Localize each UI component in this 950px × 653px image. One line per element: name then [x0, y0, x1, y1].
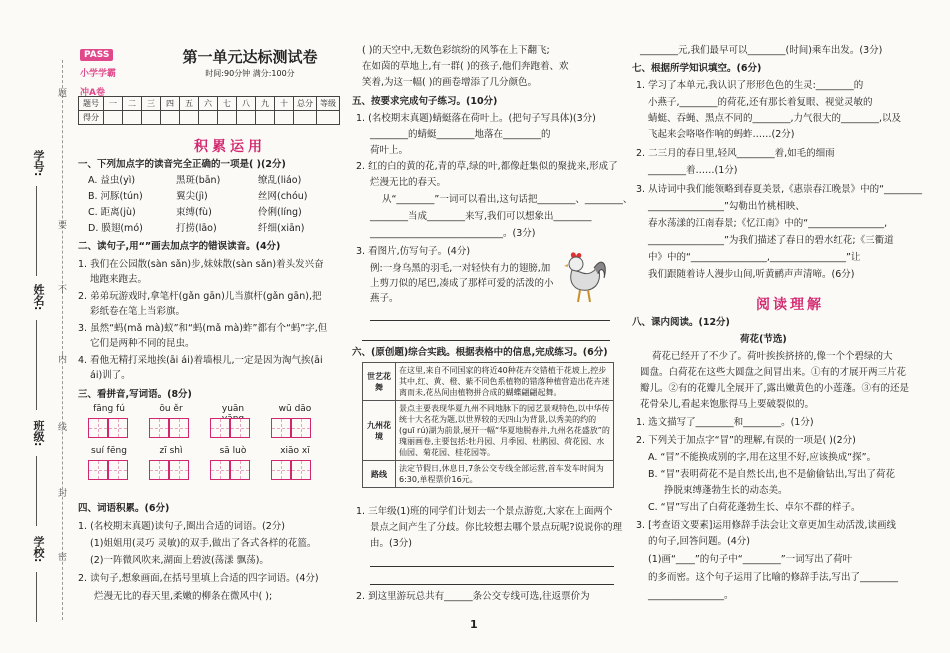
page-number: 1 — [470, 618, 478, 631]
tianzige-cell[interactable] — [230, 418, 250, 438]
student-id-line[interactable] — [36, 186, 37, 276]
tianzige-cell[interactable] — [149, 418, 169, 438]
q1-word: 丝网(chóu) — [258, 191, 308, 202]
q1-word: 束缚(fù) — [176, 207, 212, 218]
tianzige-cell[interactable] — [230, 460, 250, 480]
q6-line: 1. 三年级(1)班的同学们计划去一个景点游览,大家在上面两个 — [356, 506, 613, 517]
score-cell[interactable] — [218, 111, 237, 125]
q4-heading: 四、词语积累。(6分) — [78, 503, 170, 514]
q8-question[interactable]: ________________。 — [648, 590, 734, 601]
score-header-cell: 九 — [256, 97, 275, 111]
rooster-illustration — [558, 248, 608, 304]
q5-line: 1. (名校期末真题)蜻蜓落在荷叶上。(把句子写具体)(3分) — [356, 113, 596, 124]
passage-line: 荷花已经开了不少了。荷叶挨挨挤挤的,像一个个碧绿的大 — [652, 351, 893, 362]
q5-line: 例:一身乌黑的羽毛,一对轻快有力的翅膀,加 — [370, 263, 551, 274]
table-row-text: 法定节假日,休息日,7条公交专线全部运营,首车发车时间为6:30,单程票价16元。 — [396, 461, 614, 488]
mid-line[interactable]: ( )的天空中,无数色彩缤纷的风筝在上下翻飞; — [362, 45, 550, 56]
tianzige-cell[interactable] — [88, 418, 108, 438]
answer-line[interactable] — [370, 584, 614, 585]
q5-line[interactable]: ________当成________来写,我们可以想象出________ — [370, 211, 592, 222]
q7-line[interactable]: 1. 学习了本单元,我认识了形形色色的生灵:________的 — [636, 80, 864, 91]
q8-question: 的句子,回答问题。(4分) — [648, 536, 750, 547]
q1-option[interactable]: B. 河豚(tún) — [88, 191, 143, 202]
q1-option[interactable]: D. 膜翅(mó) — [88, 223, 143, 234]
pinyin-label: xiāo xī — [280, 446, 310, 456]
score-row-label: 得分 — [79, 111, 104, 125]
tianzige-cell[interactable] — [108, 418, 128, 438]
q1-word: 缭乱(liáo) — [258, 175, 302, 186]
table-row — [363, 363, 614, 401]
score-cell[interactable] — [161, 111, 180, 125]
pinyin-label: fāng fú — [93, 404, 125, 414]
score-cell[interactable] — [275, 111, 294, 125]
q1-word: 伶俐(líng) — [258, 207, 302, 218]
q5-line: 2. 红的白的黄的花,青的草,绿的叶,都像赶集似的聚拢来,形成了 — [356, 161, 618, 172]
q1-word: 打捞(lāo) — [176, 223, 217, 234]
q1-heading: 一、下列加点字的读音完全正确的一项是( )(2分) — [78, 159, 286, 170]
q5-line[interactable]: ____________________________。(3分) — [370, 228, 536, 239]
q7-line[interactable]: 2. 二三月的春日里,轻风________着,如毛的细雨 — [636, 148, 835, 159]
mid-line[interactable]: 笑着,为这一幅( )的画卷增添了几分颜色。 — [362, 77, 537, 88]
name-line[interactable] — [36, 320, 37, 410]
score-header-cell: 题号 — [79, 97, 104, 111]
tianzige-cell[interactable] — [210, 418, 230, 438]
q7-line[interactable]: 春水荡漾的江南春景;《忆江南》中的“________________, — [648, 218, 888, 229]
mid-line[interactable]: 在如茵的草地上,有一群( )的孩子,他们奔跑着、欢 — [362, 61, 569, 72]
q6-heading: 六、(原创题)综合实践。根据表格中的信息,完成练习。(6分) — [352, 347, 608, 358]
q7-heading: 七、根据所学知识填空。(6分) — [632, 63, 762, 74]
table-row — [363, 461, 614, 488]
q4-line[interactable]: (2)一阵微风吹来,湖面上碧波(荡漾 飘荡)。 — [90, 555, 269, 566]
tianzige-cell[interactable] — [291, 418, 311, 438]
pinyin-label: zī shì — [159, 446, 183, 456]
score-cell[interactable] — [199, 111, 218, 125]
binding-mark: 线 — [58, 423, 68, 433]
table-row-label: 世艺花舞 — [363, 363, 396, 401]
table-row-label: 九州花境 — [363, 401, 396, 461]
q8-question[interactable]: (1)画“____”的句子中“________”一词写出了荷叶 — [648, 554, 853, 565]
q8-question[interactable]: 2. 下列关于加点字“冒”的理解,有误的一项是( )(2分) — [636, 435, 856, 446]
q2-line[interactable]: 1. 我们在公园散(sàn sǎn)步,妹妹散(sàn sǎn)着头发兴奋 — [78, 259, 324, 270]
score-table — [78, 96, 340, 125]
passage-line: 花骨朵儿,看起来饱胀得马上要破裂似的。 — [640, 399, 815, 410]
q8-option[interactable]: B. “冒”表明荷花不是自然长出,也不是偷偷钻出,写出了荷花 — [648, 469, 895, 480]
q5-line: 3. 看图片,仿写句子。(4分) — [356, 246, 471, 257]
student-id-label: 学号: — [32, 150, 45, 177]
pinyin-label: ōu ěr — [159, 404, 183, 414]
score-header-cell: 四 — [161, 97, 180, 111]
binding-dotted-line — [62, 60, 63, 620]
score-cell[interactable] — [104, 111, 123, 125]
pinyin-label: suí fēng — [91, 446, 127, 456]
q2-line[interactable]: 2. 弟弟玩游戏时,拿笔杆(gǎn gān)儿当旗杆(gǎn gān),把 — [78, 291, 322, 302]
table-row-text: 在这里,来自不同国家的将近40种花卉交错植于花坡上,控步其中,红、黄、橙、紫不同色系植物的错落种植营造出花卉迷离而未,花丛间由植物拼合成的蝴蝶翩翩起舞。 — [396, 363, 614, 401]
score-header-cell: 总分 — [294, 97, 317, 111]
q8-option[interactable]: C. “冒”写出了白荷花蓬勃生长、卓尔不群的样子。 — [648, 502, 861, 513]
school-label: 学校: — [32, 536, 45, 563]
answer-line[interactable] — [362, 340, 610, 341]
q2-line[interactable]: 4. 看他无精打采地挨(āi ái)着墙根儿,一定是因为淘气挨(āi — [78, 355, 323, 366]
tianzige-cell[interactable] — [169, 460, 189, 480]
q1-word: 纤细(xiān) — [258, 223, 305, 234]
tianzige-cell[interactable] — [271, 418, 291, 438]
binding-mark: 要 — [58, 221, 68, 231]
q7-line: 我们跟随着诗人漫步山间,听黄鹂声声清啼。(6分) — [648, 269, 855, 280]
passage-line: 圆盘。白荷花在这些大圆盘之间冒出来。①有的才展开两三片花 — [640, 367, 907, 378]
score-cell[interactable] — [123, 111, 142, 125]
tianzige-cell[interactable] — [291, 460, 311, 480]
q7-line[interactable]: 3. 从诗词中我们能领略到春夏美景,《惠崇春江晚景》中的“________ — [636, 184, 923, 195]
q4-line[interactable]: (1)姐姐用(灵巧 灵敏)的双手,做出了各式各样的花篮。 — [90, 538, 317, 549]
score-header-cell: 六 — [199, 97, 218, 111]
score-cell[interactable] — [256, 111, 275, 125]
q2-line: 地跑来跑去。 — [90, 274, 148, 285]
name-label: 姓名: — [32, 284, 45, 311]
q8-question[interactable]: 1. 选文描写了________和________。(1分) — [636, 417, 814, 428]
q7-line[interactable]: 蜻蜓、吞蝇、黑点不同的________,力气很大的________,以及 — [648, 113, 902, 124]
binding-mark: 封 — [58, 489, 68, 499]
q4-line[interactable]: 烂漫无比的春天里,柔嫩的柳条在微风中( ); — [94, 591, 273, 602]
binding-mark: 内 — [58, 355, 68, 365]
q7-line[interactable]: ________________”为我们描述了春日的碧水红花;《三衢道 — [648, 235, 894, 246]
q5-line[interactable]: 从“________”一词可以看出,这句话把________、________、 — [382, 194, 633, 205]
q1-option[interactable]: C. 距离(jù) — [88, 207, 136, 218]
q7-line[interactable]: 小燕子,________的荷花,还有那长着复眼、视觉灵敏的 — [648, 97, 873, 108]
binding-margin — [0, 0, 72, 653]
section-title-reading: 阅读理解 — [756, 297, 824, 313]
passage-line: 瓣儿。②有的花瓣儿全展开了,露出嫩黄色的小莲蓬。③有的还是 — [640, 383, 910, 394]
q5-line: 上剪刀似的尾巴,凑成了那样可爱的活泼的小 — [370, 278, 554, 289]
tianzige-cell[interactable] — [210, 460, 230, 480]
score-header-cell: 三 — [142, 97, 161, 111]
answer-line[interactable] — [370, 566, 614, 567]
page-title: 第一单元达标测试卷 — [182, 48, 318, 66]
brand-logo — [80, 42, 152, 98]
q4-line: 1. (名校期末真题)读句子,圈出合适的词语。(2分) — [78, 521, 285, 532]
school-line[interactable] — [36, 572, 37, 622]
q7-line[interactable]: 中》中的“________________,________________”让 — [648, 252, 861, 263]
page-subtitle: 时间:90分钟 满分:100分 — [205, 69, 295, 78]
q7-line[interactable]: ________着……(1分) — [648, 165, 738, 176]
tianzige-cell[interactable] — [108, 460, 128, 480]
q2-line: 彩纸卷在笔上当彩旗。 — [90, 306, 186, 317]
class-label: 班级: — [32, 420, 45, 447]
q1-word: 翼尖(jì) — [176, 191, 208, 202]
q4-line: 2. 读句子,想象画面,在括号里填上合适的四字词语。(4分) — [78, 573, 319, 584]
pinyin-label: yuān — [221, 404, 245, 414]
table-row-label: 路线 — [363, 461, 396, 488]
table-row — [363, 401, 614, 461]
q1-word: 黑斑(bān) — [176, 175, 221, 186]
q2-line[interactable]: 3. 虽然“蚂(mǎ mà)蚁”和“蚂(mǎ mà)蚱”都有个“蚂”字,但 — [78, 323, 328, 334]
binding-mark: 不 — [58, 285, 68, 295]
tianzige-row — [88, 418, 311, 438]
q2-line: 它们是两种不同的昆虫。 — [90, 338, 195, 349]
score-header-cell: 八 — [237, 97, 256, 111]
binding-mark: 密 — [58, 553, 68, 563]
q5-line: 燕子。 — [370, 293, 399, 304]
score-cell[interactable] — [180, 111, 199, 125]
brand-line1: 小学学霸 — [80, 69, 117, 79]
scenic-info-table — [362, 362, 614, 488]
q8-option-cont: 挣脱束缚蓬勃生长的动态美。 — [664, 485, 788, 496]
tianzige-cell[interactable] — [149, 460, 169, 480]
pinyin-label: sā luò — [219, 446, 247, 456]
section-title-accumulation: 积累运用 — [194, 139, 266, 155]
score-header-cell: 五 — [180, 97, 199, 111]
score-cell[interactable] — [142, 111, 161, 125]
score-header-cell: 二 — [123, 97, 142, 111]
q3-heading: 三、看拼音,写词语。(8分) — [78, 389, 192, 400]
tianzige-row — [88, 460, 311, 480]
score-cell[interactable] — [317, 111, 340, 125]
q7-line: 飞起来会咯咯作响的蚂蚱……(2分) — [648, 129, 795, 140]
q5-line: 烂漫无比的春天。 — [370, 177, 447, 188]
score-cell[interactable] — [237, 111, 256, 125]
pass-logo: PASS — [80, 49, 113, 61]
q8-heading: 八、课内阅读。(12分) — [632, 317, 730, 328]
passage-title: 荷花(节选) — [740, 334, 787, 345]
right-top-line[interactable]: ________元,我们最早可以________(时间)乘车出发。(3分) — [640, 45, 883, 56]
q5-line[interactable]: ________的蜻蜓________地落在________的 — [370, 129, 551, 140]
score-header-cell: 十 — [275, 97, 294, 111]
q7-line[interactable]: ________________”勾勒出竹桃相映、 — [648, 201, 805, 212]
q8-option[interactable]: A. “冒”不能换成别的字,用在这里不好,应该换成“探”。 — [648, 452, 877, 463]
table-row-text: 景点主要表现华夏九州不同地脉下的园艺景观特色,以中华传统十大名花为题,以世界较的天四山为背景,以秀美的约的(guī rú)湖为前景,展开一幅“华夏地脱春并,九州名花盛放”的瑰丽画卷,主要包括:牡丹园、月季园、杜鹃园、荷花园、水仙园、菊花园、桂花园等。 — [396, 401, 614, 461]
q2-line: ái)训了。 — [90, 370, 131, 381]
score-header-cell: 等级 — [317, 97, 340, 111]
q2-heading: 二、读句子,用“”画去加点字的错误读音。(4分) — [78, 241, 281, 252]
tianzige-cell[interactable] — [88, 460, 108, 480]
q6-line: 景点之间产生了分歧。你比较想去哪个景点玩呢?说说你的理 — [370, 522, 623, 533]
q6-line[interactable]: 2. 到这里游玩总共有______条公交专线可选,往返票价为 — [356, 591, 590, 602]
score-cell[interactable] — [294, 111, 317, 125]
brand-line2: 冲A卷 — [80, 88, 105, 98]
pinyin-label: wū dāo — [278, 404, 312, 414]
q1-option[interactable]: A. 益虫(yì) — [88, 175, 136, 186]
binding-mark: 题 — [58, 89, 68, 99]
q8-question[interactable]: 的多而密。这个句子运用了比喻的修辞手法,写出了________ — [648, 572, 899, 583]
class-line[interactable] — [36, 456, 37, 526]
score-header-cell: 一 — [104, 97, 123, 111]
score-header-cell: 七 — [218, 97, 237, 111]
tianzige-cell[interactable] — [271, 460, 291, 480]
q5-line: 荷叶上。 — [370, 145, 409, 156]
q6-line: 由。(3分) — [370, 538, 412, 549]
q8-question: 3. [考查语文要素]运用修辞手法会让文章更加生动活泼,读画线 — [636, 520, 897, 531]
answer-line[interactable] — [370, 320, 610, 321]
tianzige-cell[interactable] — [169, 418, 189, 438]
q5-heading: 五、按要求完成句子练习。(10分) — [352, 96, 498, 107]
